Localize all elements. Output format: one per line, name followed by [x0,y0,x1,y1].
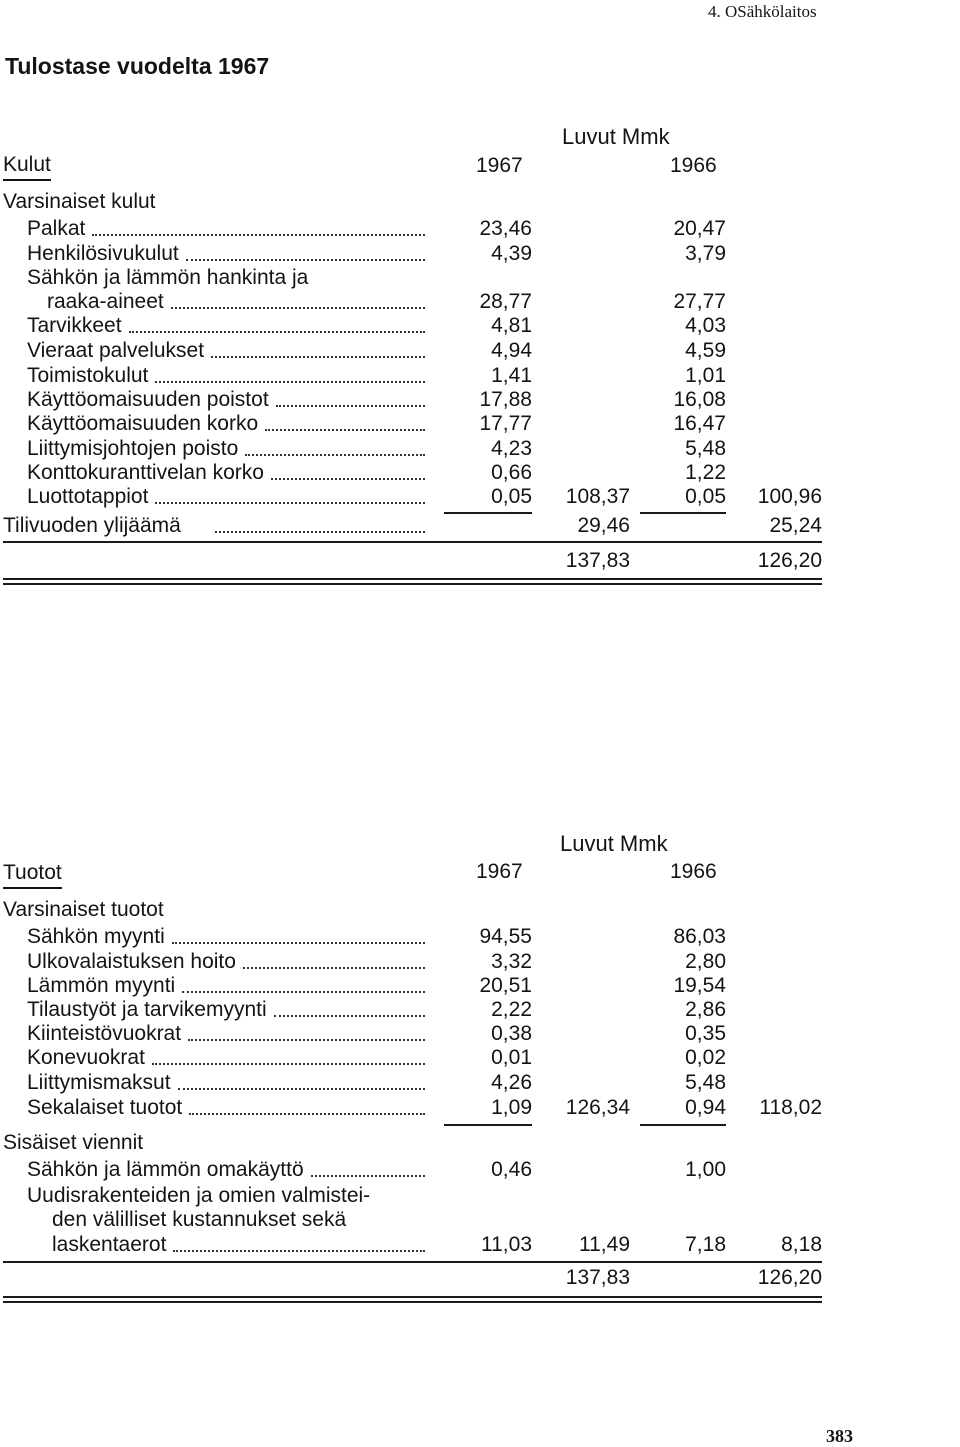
dot-leader [189,1113,425,1115]
dot-leader [171,307,425,309]
income-unit-label: Luvut Mmk [560,831,668,856]
total-rule [3,1261,822,1263]
value-1967: 1,41 [491,364,532,387]
dot-leader [276,405,425,407]
cost-heading: Kulut [3,153,51,181]
value-1966: 4,03 [685,314,726,337]
double-rule-top [3,1296,822,1298]
cost-row [0,363,960,389]
row-label: raaka-aineet [47,290,164,313]
page-number: 383 [826,1426,853,1446]
cost-row [0,265,960,291]
section-header: 4. OSähkölaitos [708,2,817,21]
double-rule-top [3,578,822,580]
subtotal-1967: 108,37 [565,485,630,508]
value-1966: 0,02 [685,1046,726,1069]
value-1967: 4,23 [491,437,532,460]
value-1967: 11,03 [481,1233,532,1256]
value-1966: 19,54 [673,974,726,997]
income-row [0,949,960,975]
value-1967: 4,81 [491,314,532,337]
row-label: Sähkön ja lämmön hankinta ja [27,266,309,289]
dot-leader [188,1039,425,1041]
cost-unit-label: Luvut Mmk [562,124,670,149]
internal-group-label: Sisäiset viennit [3,1131,144,1154]
value-1966: 1,00 [685,1158,726,1181]
value-1966: 2,86 [685,998,726,1021]
surplus-1967: 29,46 [577,514,630,537]
cost-row [0,436,960,462]
income-row [0,997,960,1023]
row-label: Palkat [27,217,86,240]
row-label: Tilivuoden ylijäämä [3,514,181,537]
cost-row [0,338,960,364]
value-1966: 5,48 [685,1071,726,1094]
dot-leader [155,381,425,383]
subtotal-1966: 100,96 [757,485,822,508]
subtotal-1966: 8,18 [781,1233,822,1256]
value-1967: 17,77 [479,412,532,435]
row-label: Sähkön ja lämmön omakäyttö [27,1158,304,1181]
value-1966: 16,08 [673,388,726,411]
sum-underline [444,1124,532,1126]
sum-underline [640,1124,726,1126]
row-label: Toimistokulut [27,364,149,387]
income-row [0,1045,960,1071]
subtotal-1966: 118,02 [759,1096,822,1119]
internal-row [0,1232,960,1258]
value-1966: 5,48 [685,437,726,460]
surplus-row [0,513,960,539]
value-1966: 7,18 [685,1233,726,1256]
value-1966: 86,03 [673,925,726,948]
subtotal-1967: 11,49 [579,1233,630,1256]
dot-leader [155,502,425,504]
total-1966: 126,20 [757,1266,822,1289]
value-1966: 16,47 [673,412,726,435]
dot-leader [243,967,425,969]
total-1967: 137,83 [565,1266,630,1289]
dot-leader [172,942,425,944]
row-label: laskentaerot [52,1233,167,1256]
cost-total-row [0,548,960,574]
value-1967: 0,46 [491,1158,532,1181]
value-1966: 20,47 [673,217,726,240]
income-heading: Tuotot [3,861,62,889]
cost-row [0,484,960,510]
dot-leader [186,259,425,261]
dot-leader [173,1250,425,1252]
internal-row [0,1207,960,1233]
row-label: Tarvikkeet [27,314,122,337]
income-year-1967: 1967 [476,860,523,883]
value-1967: 3,32 [491,950,532,973]
value-1966: 3,79 [685,242,726,265]
cost-year-1966: 1966 [670,154,717,177]
subtotal-1967: 126,34 [565,1096,630,1119]
income-row [0,924,960,950]
value-1967: 0,66 [491,461,532,484]
value-1966: 0,05 [685,485,726,508]
cost-row [0,313,960,339]
row-label: Henkilösivukulut [27,242,179,265]
dot-leader [129,331,425,333]
internal-row [0,1157,960,1183]
value-1966: 2,80 [685,950,726,973]
income-total-row [0,1265,960,1291]
value-1966: 4,59 [685,339,726,362]
value-1966: 1,01 [685,364,726,387]
row-label: Konttokuranttivelan korko [27,461,264,484]
cost-row [0,387,960,413]
income-row [0,1070,960,1096]
dot-leader [271,478,425,480]
dot-leader [178,1088,425,1090]
row-label: Liittymismaksut [27,1071,171,1094]
cost-row [0,411,960,437]
surplus-1966: 25,24 [769,514,822,537]
value-1967: 0,01 [491,1046,532,1069]
total-1967: 137,83 [565,549,630,572]
dot-leader [215,531,425,533]
value-1967: 0,05 [491,485,532,508]
value-1966: 1,22 [685,461,726,484]
value-1967: 4,94 [491,339,532,362]
row-label: Luottotappiot [27,485,149,508]
row-label: Konevuokrat [27,1046,145,1069]
dot-leader [92,234,425,236]
dot-leader [211,356,425,358]
cost-group-label: Varsinaiset kulut [3,190,156,213]
internal-row [0,1183,960,1209]
value-1967: 23,46 [479,217,532,240]
row-label: Käyttöomaisuuden korko [27,412,259,435]
total-rule [3,541,822,543]
row-label: Uudisrakenteiden ja omien valmistei- [27,1184,371,1207]
page-title: Tulostase vuodelta 1967 [5,53,270,79]
dot-leader [311,1175,425,1177]
income-year-1966: 1966 [670,860,717,883]
cost-row [0,460,960,486]
row-label: Tilaustyöt ja tarvikemyynti [27,998,267,1021]
cost-row [0,289,960,315]
value-1966: 0,35 [685,1022,726,1045]
row-label: Lämmön myynti [27,974,176,997]
row-label: den välilliset kustannukset sekä [52,1208,347,1231]
row-label: Ulkovalaistuksen hoito [27,950,236,973]
income-row [0,973,960,999]
income-row [0,1021,960,1047]
dot-leader [182,991,425,993]
row-label: Käyttöomaisuuden poistot [27,388,269,411]
value-1967: 94,55 [479,925,532,948]
value-1967: 4,39 [491,242,532,265]
value-1967: 28,77 [479,290,532,313]
dot-leader [152,1063,425,1065]
row-label: Liittymisjohtojen poisto [27,437,239,460]
row-label: Sekalaiset tuotot [27,1096,183,1119]
dot-leader [265,429,425,431]
dot-leader [274,1015,425,1017]
value-1967: 2,22 [491,998,532,1021]
income-row [0,1095,960,1121]
double-rule-bottom [3,583,822,585]
cost-year-1967: 1967 [476,154,523,177]
total-1966: 126,20 [757,549,822,572]
double-rule-bottom [3,1301,822,1303]
value-1967: 0,38 [491,1022,532,1045]
value-1967: 17,88 [479,388,532,411]
row-label: Sähkön myynti [27,925,165,948]
value-1966: 0,94 [685,1096,726,1119]
income-group-label: Varsinaiset tuotot [3,898,164,921]
value-1967: 20,51 [479,974,532,997]
value-1966: 27,77 [673,290,726,313]
cost-row [0,216,960,242]
value-1967: 4,26 [491,1071,532,1094]
row-label: Vieraat palvelukset [27,339,205,362]
value-1967: 1,09 [491,1096,532,1119]
cost-row [0,241,960,267]
dot-leader [245,454,425,456]
row-label: Kiinteistövuokrat [27,1022,182,1045]
